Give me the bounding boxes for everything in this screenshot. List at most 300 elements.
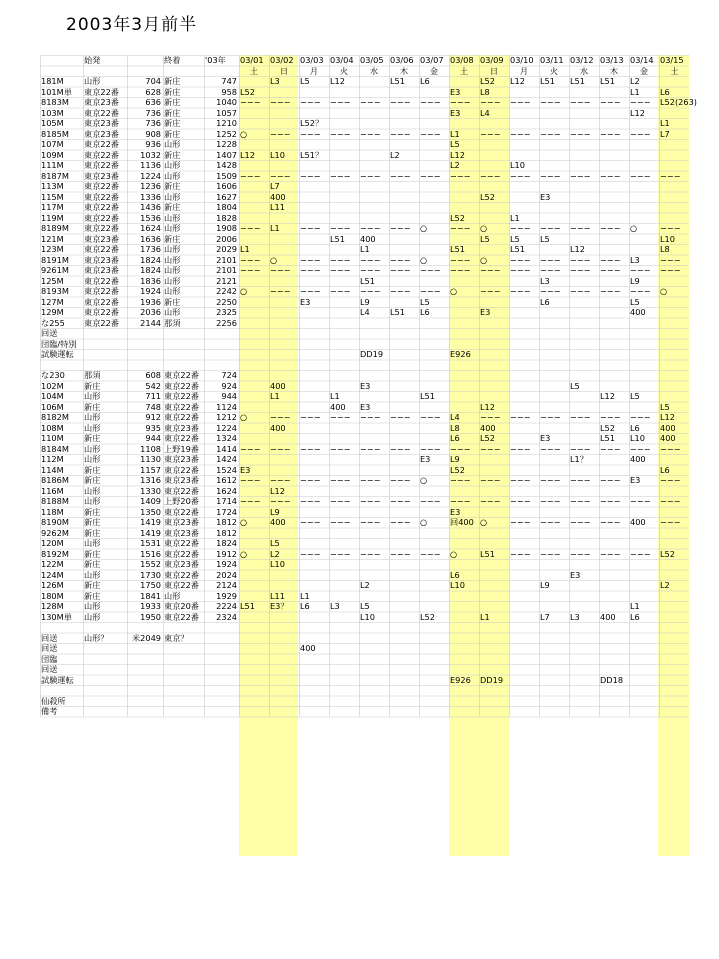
daily-entry: −−−	[420, 128, 441, 139]
table-cell: 東京23番	[164, 475, 199, 485]
train-number: 121M	[41, 233, 64, 244]
date-header: 03/08	[450, 55, 474, 65]
table-cell: 東京22番	[84, 160, 119, 170]
table-cell: 新庄	[84, 433, 101, 443]
daily-entry: L12	[510, 76, 525, 86]
table-cell: 1606	[216, 181, 237, 191]
table-cell: 山形	[164, 254, 181, 265]
table-cell: 新庄	[164, 107, 181, 118]
daily-entry: L3	[630, 254, 640, 265]
daily-entry: L7	[660, 128, 670, 139]
train-number: 団臨/特別	[41, 338, 77, 349]
table-cell: 2324	[216, 611, 237, 622]
daily-entry: L51	[330, 233, 345, 244]
daily-entry: −−−	[450, 443, 471, 454]
table-cell: 1929	[216, 590, 237, 601]
daily-entry: −−−	[630, 548, 651, 559]
table-cell: 東京22番	[164, 401, 199, 412]
daily-entry: ○	[420, 475, 428, 485]
weekday-header: 木	[399, 65, 409, 76]
table-cell: 1828	[216, 212, 237, 223]
daily-entry: −−−	[270, 170, 291, 181]
train-number: 126M	[41, 580, 64, 590]
timetable-sheet	[40, 55, 697, 856]
daily-entry: −−−	[630, 170, 651, 181]
daily-entry: −−−	[360, 443, 381, 454]
table-cell: 1136	[140, 160, 161, 170]
daily-entry: 400	[600, 611, 616, 622]
daily-entry: −−−	[270, 412, 291, 422]
daily-entry: L8	[660, 244, 670, 254]
daily-entry: L1	[330, 391, 340, 401]
train-number: 9261M	[41, 265, 69, 275]
train-number: 回送	[41, 664, 58, 674]
daily-entry: L10	[270, 559, 285, 569]
table-cell: 山形	[84, 422, 101, 433]
daily-entry: L51	[420, 391, 435, 401]
daily-entry: −−−	[660, 443, 681, 454]
weekday-header: 火	[549, 65, 559, 76]
daily-entry: −−−	[600, 223, 621, 233]
daily-entry: L4	[360, 307, 370, 317]
table-cell: 山形	[164, 191, 181, 202]
daily-entry: −−−	[390, 496, 411, 506]
table-cell: 新庄	[164, 118, 181, 128]
daily-entry: DD18	[600, 674, 624, 685]
table-cell: 東京22番	[84, 296, 119, 307]
daily-entry: E3	[300, 296, 311, 307]
weekday-header: 月	[309, 65, 319, 76]
daily-entry: E3	[570, 569, 581, 580]
table-cell: 1130	[140, 454, 161, 464]
table-cell: 東京23番	[84, 265, 119, 275]
date-header: 03/05	[360, 55, 384, 65]
daily-entry: −−−	[270, 265, 291, 275]
daily-entry: L6	[540, 296, 550, 307]
table-cell: 944	[145, 433, 161, 443]
daily-entry: −−−	[360, 223, 381, 233]
weekday-header: 金	[639, 65, 649, 76]
table-cell: 1531	[140, 538, 161, 548]
train-number: 104M	[41, 391, 64, 401]
table-cell: 1424	[216, 454, 237, 464]
table-cell: 1210	[216, 118, 237, 128]
daily-entry: −−−	[420, 443, 441, 454]
daily-entry: −−−	[390, 223, 411, 233]
daily-entry: L5	[540, 233, 550, 244]
date-header: 03/11	[540, 55, 564, 65]
daily-entry: L10	[630, 433, 645, 443]
table-cell: 山形	[84, 611, 101, 622]
daily-entry: L9	[630, 275, 640, 286]
daily-entry: −−−	[510, 286, 531, 296]
train-number: 118M	[41, 506, 64, 517]
daily-entry: E3	[240, 464, 251, 475]
table-cell: 2036	[140, 307, 161, 317]
weekday-header: 日	[279, 65, 289, 76]
daily-entry: −−−	[630, 496, 651, 506]
table-cell: 1714	[216, 496, 237, 506]
table-cell: 944	[221, 391, 237, 401]
table-cell: 1407	[216, 149, 237, 160]
table-cell: 2242	[216, 286, 237, 296]
daily-entry: L1	[630, 601, 640, 611]
train-number: 111M	[41, 160, 64, 170]
train-number: 8187M	[41, 170, 69, 181]
daily-entry: L51	[510, 244, 525, 254]
table-cell: 東京22番	[84, 286, 119, 296]
table-cell: 東京22番	[84, 107, 119, 118]
daily-entry: −−−	[360, 475, 381, 485]
daily-entry: −−−	[660, 517, 681, 527]
daily-entry: −−−	[660, 254, 681, 265]
daily-entry: −−−	[420, 496, 441, 506]
train-number: 試験運転	[41, 349, 74, 359]
daily-entry: −−−	[330, 412, 351, 422]
daily-entry: L5	[270, 538, 280, 548]
daily-entry: L12	[570, 244, 585, 254]
table-cell: 東京22番	[84, 181, 119, 191]
daily-entry: L6	[420, 76, 430, 86]
daily-entry: −−−	[300, 286, 321, 296]
table-cell: 東京22番	[164, 580, 199, 590]
page-title: 2003年3月前半	[66, 15, 198, 35]
table-cell: 新庄	[164, 97, 181, 107]
train-number: 116M	[41, 485, 64, 496]
daily-entry: L1	[660, 118, 670, 128]
daily-entry: 400	[270, 422, 286, 433]
table-cell: 2250	[216, 296, 237, 307]
daily-entry: −−−	[390, 475, 411, 485]
train-number: な255	[41, 317, 65, 328]
daily-entry: −−−	[630, 412, 651, 422]
daily-entry: L10	[360, 611, 375, 622]
daily-entry: E3	[450, 506, 461, 517]
table-cell: 1419	[140, 517, 161, 527]
table-cell: 東京22番	[84, 139, 119, 149]
daily-entry: ○	[450, 548, 458, 559]
train-number: 8188M	[41, 496, 69, 506]
daily-entry: L9	[450, 454, 460, 464]
daily-entry: −−−	[570, 254, 591, 265]
train-number: 回送	[41, 632, 58, 643]
table-cell: 東京22番	[84, 86, 119, 97]
daily-entry: −−−	[330, 97, 351, 107]
daily-entry: L51	[240, 601, 255, 611]
table-cell: 704	[145, 76, 161, 86]
table-cell: 新庄	[84, 548, 101, 559]
weekday-header: 土	[670, 65, 679, 76]
table-cell: 724	[221, 370, 237, 380]
train-number: 102M	[41, 380, 64, 391]
daily-entry: −−−	[330, 286, 351, 296]
train-number: 団臨	[41, 653, 58, 664]
daily-entry: −−−	[390, 517, 411, 527]
daily-entry: −−−	[420, 170, 441, 181]
daily-entry: −−−	[570, 170, 591, 181]
daily-entry: L12	[240, 149, 255, 160]
table-cell: 958	[221, 86, 237, 97]
daily-entry: E3	[480, 307, 491, 317]
daily-entry: E3	[540, 191, 551, 202]
daily-entry: ○	[240, 517, 248, 527]
daily-entry: 400	[630, 307, 646, 317]
table-cell: 東京22番	[164, 548, 199, 559]
table-cell: 936	[145, 139, 161, 149]
daily-entry: −−−	[240, 475, 261, 485]
table-cell: 1330	[140, 485, 161, 496]
train-number: 106M	[41, 401, 64, 412]
table-cell: 1224	[216, 422, 237, 433]
daily-entry: −−−	[270, 128, 291, 139]
daily-entry: L6	[660, 464, 670, 475]
train-number: 仙殺所	[41, 695, 66, 706]
daily-entry: −−−	[330, 443, 351, 454]
daily-entry: −−−	[540, 517, 561, 527]
table-cell: 山形	[164, 170, 181, 181]
table-cell: 山形	[164, 275, 181, 286]
table-cell: 2121	[216, 275, 237, 286]
daily-entry: −−−	[300, 265, 321, 275]
daily-entry: −−−	[480, 97, 501, 107]
daily-entry: −−−	[390, 128, 411, 139]
daily-entry: L1	[270, 391, 280, 401]
daily-entry: −−−	[630, 97, 651, 107]
daily-entry: L11	[270, 590, 285, 601]
table-cell: 山形	[164, 307, 181, 317]
daily-entry: L5	[300, 76, 310, 86]
daily-entry: −−−	[570, 496, 591, 506]
table-cell: 2024	[216, 569, 237, 580]
weekday-header: 日	[489, 65, 499, 76]
daily-entry: −−−	[450, 496, 471, 506]
table-cell: 山形	[84, 496, 101, 506]
table-cell: 1157	[140, 464, 161, 475]
daily-entry: ○	[480, 254, 488, 265]
daily-entry: L52	[450, 212, 465, 223]
daily-entry: L2	[360, 580, 370, 590]
daily-entry: −−−	[360, 412, 381, 422]
table-cell: 東京20番	[164, 601, 199, 611]
table-cell: 1908	[216, 223, 237, 233]
table-cell: 1336	[140, 191, 161, 202]
daily-entry: −−−	[540, 128, 561, 139]
daily-entry: 400	[480, 422, 496, 433]
daily-entry: 回400	[450, 517, 474, 527]
table-cell: 1627	[216, 191, 237, 202]
daily-entry: −−−	[600, 443, 621, 454]
daily-entry: −−−	[450, 265, 471, 275]
daily-entry: −−−	[300, 412, 321, 422]
daily-entry: −−−	[360, 128, 381, 139]
table-cell: 1212	[216, 412, 237, 422]
weekday-header: 火	[339, 65, 349, 76]
daily-entry: −−−	[300, 170, 321, 181]
daily-entry: −−−	[570, 223, 591, 233]
table-cell: 新庄	[164, 149, 181, 160]
daily-entry: −−−	[420, 548, 441, 559]
table-cell: 東京23番	[164, 517, 199, 527]
table-cell: 山形	[164, 286, 181, 296]
date-header: 03/14	[630, 55, 654, 65]
daily-entry: −−−	[510, 443, 531, 454]
daily-entry: L6	[450, 433, 460, 443]
daily-entry: −−−	[600, 128, 621, 139]
train-number: 9262M	[41, 527, 69, 538]
table-cell: 山形	[164, 223, 181, 233]
train-number: 119M	[41, 212, 64, 223]
table-cell: 1350	[140, 506, 161, 517]
daily-entry: L4	[450, 412, 460, 422]
table-cell: 新庄	[84, 475, 101, 485]
table-cell: 山形	[164, 590, 181, 601]
weekday-header: 金	[429, 65, 439, 76]
table-cell: 711	[145, 391, 161, 401]
table-cell: 1750	[140, 580, 161, 590]
train-number: 122M	[41, 559, 64, 569]
table-cell: 新庄	[84, 517, 101, 527]
table-cell: 新庄	[84, 559, 101, 569]
daily-entry: −−−	[600, 97, 621, 107]
daily-entry: −−−	[300, 128, 321, 139]
daily-entry: L52？	[300, 118, 324, 128]
daily-entry: −−−	[360, 265, 381, 275]
train-number: 123M	[41, 244, 64, 254]
daily-entry: −−−	[360, 548, 381, 559]
table-cell: 東京22番	[84, 244, 119, 254]
table-cell: 東京22番	[84, 202, 119, 212]
daily-entry: L5	[480, 233, 490, 244]
table-cell: 1812	[216, 517, 237, 527]
daily-entry: −−−	[660, 265, 681, 275]
table-cell: 1624	[140, 223, 161, 233]
daily-entry: 400	[330, 401, 346, 412]
table-cell: 1933	[140, 601, 161, 611]
daily-entry: −−−	[480, 265, 501, 275]
table-cell: 東京22番	[164, 380, 199, 391]
daily-entry: 400	[360, 233, 376, 244]
daily-entry: L52	[600, 422, 615, 433]
daily-entry: L52	[240, 86, 255, 97]
daily-entry: E3	[630, 475, 641, 485]
table-cell: 912	[145, 412, 161, 422]
train-number: 124M	[41, 569, 64, 580]
daily-entry: −−−	[300, 548, 321, 559]
table-cell: 1824	[216, 538, 237, 548]
daily-entry: L51	[390, 307, 405, 317]
daily-entry: L1	[510, 212, 520, 223]
daily-entry: −−−	[390, 443, 411, 454]
table-cell: 1624	[216, 485, 237, 496]
table-cell: 新庄	[84, 464, 101, 475]
daily-entry: −−−	[540, 286, 561, 296]
table-cell: 東京22番	[164, 569, 199, 580]
table-cell: 1924	[216, 559, 237, 569]
table-cell: 1224	[140, 170, 161, 181]
daily-entry: ○	[420, 254, 428, 265]
daily-entry: ○	[240, 286, 248, 296]
table-cell: 東京22番	[164, 464, 199, 475]
table-cell: 1516	[140, 548, 161, 559]
daily-entry: −−−	[450, 223, 471, 233]
table-cell: 924	[221, 380, 237, 391]
table-cell: 那須	[164, 317, 181, 328]
train-number: 8182M	[41, 412, 69, 422]
daily-entry: 400	[270, 517, 286, 527]
daily-entry: −−−	[540, 254, 561, 265]
table-cell: 2325	[216, 307, 237, 317]
daily-entry: −−−	[570, 548, 591, 559]
daily-entry: −−−	[480, 443, 501, 454]
daily-entry: L8	[450, 422, 460, 433]
daily-entry: −−−	[240, 97, 261, 107]
table-cell: 東京22番	[84, 223, 119, 233]
daily-entry: E3	[450, 86, 461, 97]
daily-entry: 400	[660, 422, 676, 433]
daily-entry: L2	[660, 580, 670, 590]
table-cell: 2101	[216, 265, 237, 275]
daily-entry: L5	[420, 296, 430, 307]
table-cell: 1436	[140, 202, 161, 212]
weekday-header: 月	[519, 65, 529, 76]
date-header: 03/09	[480, 55, 504, 65]
table-cell: 山形	[84, 412, 101, 422]
daily-entry: L3	[570, 611, 580, 622]
table-cell: 新庄	[84, 401, 101, 412]
train-number: 回送	[41, 328, 58, 338]
daily-entry: L2	[630, 76, 640, 86]
table-cell: 1612	[216, 475, 237, 485]
table-cell: 1108	[140, 443, 161, 454]
table-cell: 新庄	[164, 296, 181, 307]
daily-entry: −−−	[390, 286, 411, 296]
daily-entry: L12	[450, 149, 465, 160]
daily-entry: −−−	[630, 286, 651, 296]
date-header: 03/02	[270, 55, 294, 65]
daily-entry: −−−	[300, 97, 321, 107]
train-number: 129M	[41, 307, 64, 317]
daily-entry: L9	[360, 296, 370, 307]
daily-entry: −−−	[240, 223, 261, 233]
daily-entry: L52	[480, 76, 495, 86]
daily-entry: −−−	[510, 517, 531, 527]
daily-entry: L11	[270, 202, 285, 212]
table-cell: 山形	[84, 485, 101, 496]
table-cell: 山形	[84, 569, 101, 580]
daily-entry: −−−	[300, 254, 321, 265]
daily-entry: −−−	[360, 517, 381, 527]
table-cell: 1524	[216, 464, 237, 475]
table-cell: 東京？	[164, 632, 189, 643]
daily-entry: −−−	[540, 223, 561, 233]
daily-entry: −−−	[600, 548, 621, 559]
daily-entry: −−−	[270, 286, 291, 296]
daily-entry: −−−	[300, 443, 321, 454]
weekday-header: 水	[369, 65, 379, 76]
daily-entry: −−−	[510, 254, 531, 265]
daily-entry: L9	[540, 580, 550, 590]
daily-entry: L12	[600, 391, 615, 401]
daily-entry: −−−	[390, 412, 411, 422]
daily-entry: −−−	[540, 412, 561, 422]
table-cell: 東京22番	[84, 317, 119, 328]
daily-entry: ○	[450, 286, 458, 296]
table-cell: 1552	[140, 559, 161, 569]
daily-entry: ○	[420, 517, 428, 527]
table-cell: 東京23番	[84, 128, 119, 139]
daily-entry: L5	[630, 296, 640, 307]
train-number: 113M	[41, 181, 64, 191]
